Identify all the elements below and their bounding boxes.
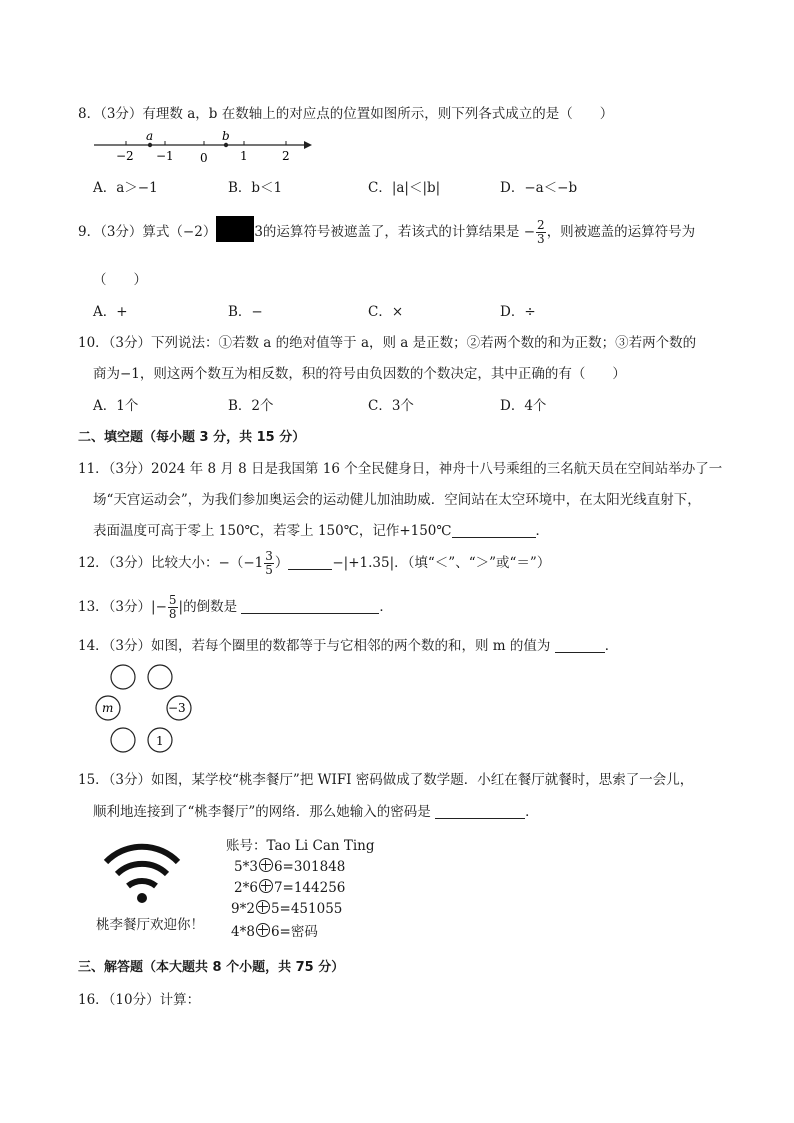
q15-line2: 顺利地连接到了“桃李餐厅”的网络．那么她输入的密码是 ． [93, 804, 539, 820]
q12-stem: 12．（3分）比较大小：−（−1 $\frac{3}{5}$ ） −|+1.35|．（填“＜”、“＞”或“＝”） [78, 549, 551, 577]
q9-stem [78, 216, 695, 246]
q11-line3: 表面温度可高于零上 150℃，若零上 150℃，记作+150℃ ． [93, 523, 550, 539]
q8-option-a[interactable]: A．a＞−1 [93, 180, 158, 196]
q10-option-c[interactable]: C．3个 [368, 398, 414, 414]
q8-option-d[interactable]: D．−a＜−b [500, 180, 578, 196]
q8-option-c[interactable]: C．|a|＜|b| [368, 180, 441, 196]
circle-plus-icon [259, 879, 273, 893]
q9-fraction: $\frac{2}{3}$ [537, 218, 545, 246]
circle-m-label: m [102, 701, 114, 715]
q11-line3-text: 表面温度可高于零上 150℃，若零上 150℃，记作+150℃ [93, 523, 452, 539]
password-row: 2*6 7=144256 [234, 880, 346, 896]
wifi-icon [103, 838, 181, 908]
q12-prefix: 12．（3分）比较大小：−（−1 [78, 555, 264, 571]
section-3-heading: 三、解答题（本大题共 8 个小题，共 75 分） [78, 960, 345, 975]
q14-stem: 14．（3分）如图，若每个圈里的数都等于与它相邻的两个数的和，则 m 的值为 ． [78, 638, 619, 654]
q10-line1: 10．（3分）下列说法：①若数 a 的绝对值等于 a，则 a 是正数；②若两个数的和为正数；③若两个数的 [78, 335, 697, 351]
q13-answer-blank[interactable] [241, 599, 379, 614]
circle-bottom-left [111, 728, 135, 752]
covered-operator-box [216, 216, 254, 242]
q11-answer-blank[interactable] [452, 523, 536, 538]
wifi-caption: 桃李餐厅欢迎你！ [96, 917, 204, 933]
q15-answer-blank[interactable] [435, 804, 525, 819]
q8-number-line [90, 128, 320, 168]
q9-option-b[interactable]: B．− [228, 304, 263, 320]
tick-label: 0 [200, 151, 208, 165]
q10-line2: 商为−1，则这两个数互为相反数，积的符号由负因数的个数决定，其中正确的有（ ） [93, 366, 626, 382]
tick-label: −1 [156, 149, 174, 163]
q13-prefix: 13．（3分）|− [78, 599, 167, 615]
tick-label: 2 [282, 149, 290, 163]
tick-label: 1 [240, 149, 248, 163]
circle-top-right [148, 665, 172, 689]
point-b-label: b [222, 129, 230, 143]
q9-suffix: ，则被遮盖的运算符号为 [546, 224, 696, 240]
q10-option-a[interactable]: A．1个 [93, 398, 139, 414]
q13-suffix: |的倒数是 [178, 599, 238, 615]
circle-plus-icon [256, 923, 270, 937]
q15-line1: 15．（3分）如图，某学校“桃李餐厅”把 WIFI 密码做成了数学题．小红在餐厅就餐时，思索了一会儿， [78, 772, 694, 788]
q9-paren: （ ） [93, 272, 147, 288]
point-a-dot [148, 143, 152, 147]
q16-stem: 16．（10分）计算： [78, 992, 201, 1008]
wifi-account: 账号：Tao Li Can Ting [226, 838, 375, 854]
q11-line1: 11．（3分）2024 年 8 月 8 日是我国第 16 个全民健身日，神舟十八号乘组的三名航天员在空间站举办了一 [78, 461, 723, 477]
q12-fraction: $\frac{3}{5}$ [265, 549, 273, 577]
password-row: 4*8 6=密码 [231, 924, 318, 940]
tick-label: −2 [116, 149, 134, 163]
q8-stem: 8．（3分）有理数 a，b 在数轴上的对应点的位置如图所示，则下列各式成立的是（ ） [78, 106, 614, 122]
point-b-dot [224, 143, 228, 147]
q13-stem: 13．（3分）|− $\frac{5}{8}$ |的倒数是 ． [78, 593, 393, 621]
q9-option-c[interactable]: C．× [368, 304, 404, 320]
q10-option-b[interactable]: B．2个 [228, 398, 274, 414]
q9-option-a[interactable]: A．+ [93, 304, 128, 320]
password-row: 5*3 6=301848 [234, 859, 346, 875]
q12-answer-blank[interactable] [288, 555, 332, 570]
q11-line2: 场“天宫运动会”，为我们参加奥运会的运动健儿加油助威．空间站在太空环境中，在太阳光线直射下， [93, 492, 701, 508]
q13-fraction: $\frac{5}{8}$ [168, 593, 177, 621]
q10-option-d[interactable]: D．4个 [500, 398, 547, 414]
q14-circle-diagram [90, 660, 200, 756]
q14-text: 14．（3分）如图，若每个圈里的数都等于与它相邻的两个数的和，则 m 的值为 [78, 638, 551, 654]
circle-plus-icon [256, 900, 270, 914]
circle-1-label: 1 [156, 734, 164, 748]
circle-neg3-label: −3 [168, 701, 186, 715]
password-row: 9*2 5=451055 [231, 901, 343, 917]
q9-mid: 3的运算符号被遮盖了，若该式的计算结果是 − [254, 224, 536, 240]
point-a-label: a [146, 129, 154, 143]
section-2-heading: 二、填空题（每小题 3 分，共 15 分） [78, 430, 306, 445]
q14-answer-blank[interactable] [555, 638, 605, 653]
q9-option-d[interactable]: D．÷ [500, 304, 536, 320]
q8-option-b[interactable]: B．b＜1 [228, 180, 283, 196]
q12-suffix: −|+1.35|．（填“＜”、“＞”或“＝”） [332, 555, 551, 571]
q9-prefix: 9．（3分）算式（−2） [78, 224, 217, 240]
circle-plus-icon [259, 858, 273, 872]
circle-top-left [111, 665, 135, 689]
q15-line2-text: 顺利地连接到了“桃李餐厅”的网络．那么她输入的密码是 [93, 804, 431, 820]
